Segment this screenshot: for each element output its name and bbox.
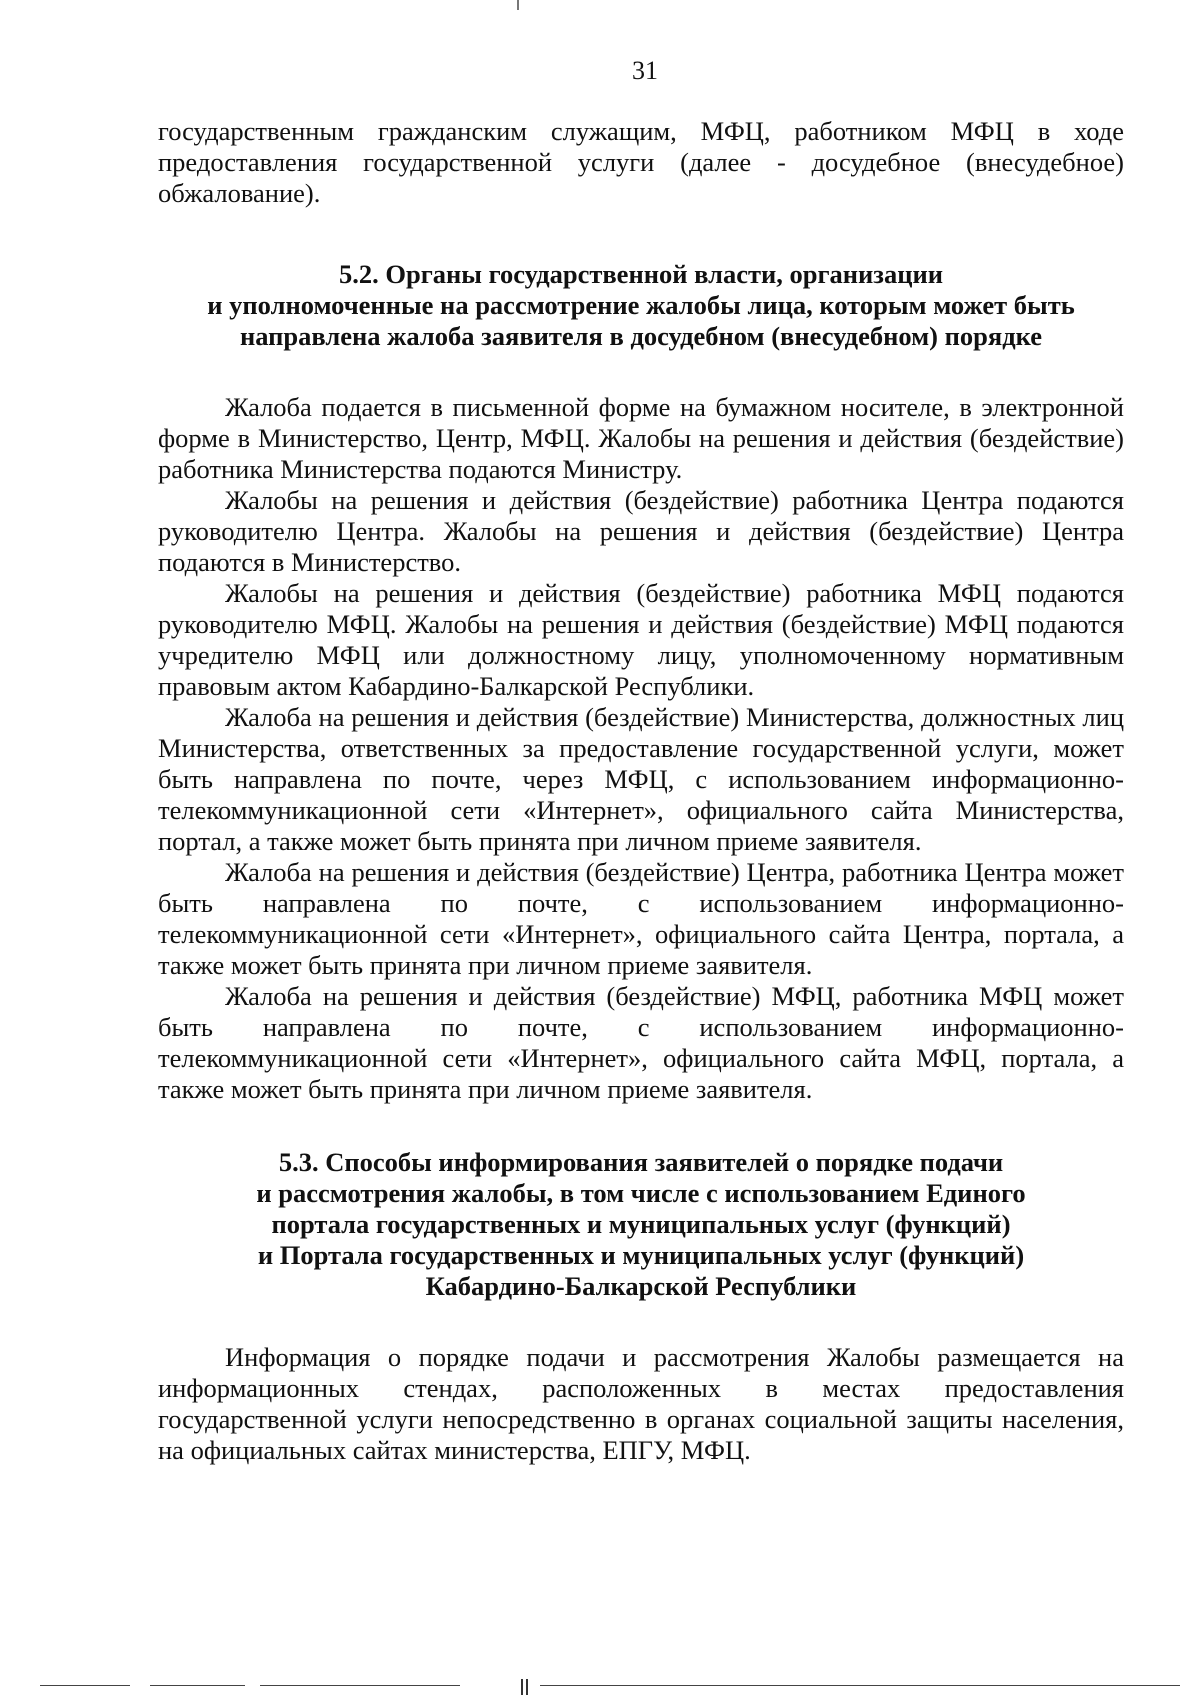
heading-line: и рассмотрения жалобы, в том числе с использованием Единого xyxy=(256,1178,1026,1208)
paragraph: Жалоба подается в письменной форме на бумажном носителе, в электронной форме в Министерство, Центр, МФЦ. Жалобы на решения и действия (бездействие) работника Министерства подаются Министру. xyxy=(158,392,1124,484)
scan-line xyxy=(260,1685,460,1686)
paragraph: Жалоба на решения и действия (бездействие) Центра, работника Центра может быть направлена по почте, с использованием информационно-телекоммуникационной сети «Интернет», официального сайта Центра, портала, а также может быть принята при личном приеме заявителя. xyxy=(158,857,1124,980)
heading-line: Кабардино-Балкарской Республики xyxy=(425,1271,857,1301)
heading-line: и уполномоченные на рассмотрение жалобы лица, которым может быть xyxy=(207,290,1075,320)
heading-line: 5.2. Органы государственной власти, организации xyxy=(338,259,944,289)
scan-line xyxy=(40,1685,130,1686)
heading-line: направлена жалоба заявителя в досудебном (внесудебном) порядке xyxy=(239,321,1042,351)
paragraph: Жалоба на решения и действия (бездействие) МФЦ, работника МФЦ может быть направлена по почте, с использованием информационно-телекоммуникационной сети «Интернет», официального сайта МФЦ, портала, а также может быть принята при личном приеме заявителя. xyxy=(158,981,1124,1104)
section-5-2-heading xyxy=(158,259,1124,352)
paragraph: Информация о порядке подачи и рассмотрения Жалобы размещается на информационных стендах, расположенных в местах предоставления государственной услуги непосредственно в органах социальной защиты населения, на официальных сайтах министерства, ЕПГУ, МФЦ. xyxy=(158,1342,1124,1465)
scan-tick xyxy=(521,1679,523,1695)
paragraph: Жалоба на решения и действия (бездействие) Министерства, должностных лиц Министерства, ответственных за предоставление государственной услуги, может быть направлена по почте, через МФЦ, с использованием информационно-телекоммуникационной сети «Интернет», официального сайта Министерства, портал, а также может быть принята при личном приеме заявителя. xyxy=(158,702,1124,856)
page-number: 31 xyxy=(632,56,658,85)
document-body xyxy=(158,116,1124,1466)
scan-line xyxy=(540,1685,1180,1686)
heading-line: портала государственных и муниципальных услуг (функций) xyxy=(271,1209,1011,1239)
scan-artifact-top xyxy=(517,0,519,10)
section-5-3-heading xyxy=(158,1147,1124,1302)
scan-line xyxy=(150,1685,245,1686)
paragraph: Жалобы на решения и действия (бездействие) работника МФЦ подаются руководителю МФЦ. Жалобы на решения и действия (бездействие) МФЦ подаются учредителю МФЦ или должностному лицу, уполномоченному нормативным правовым актом Кабардино-Балкарской Республики. xyxy=(158,578,1124,701)
intro-paragraph: государственным гражданским служащим, МФЦ, работником МФЦ в ходе предоставления государственной услуги (далее - досудебное (внесудебное) обжалование). xyxy=(158,116,1124,208)
heading-line: и Портала государственных и муниципальных услуг (функций) xyxy=(257,1240,1025,1270)
scan-tick xyxy=(526,1679,528,1695)
paragraph: Жалобы на решения и действия (бездействие) работника Центра подаются руководителю Центра. Жалобы на решения и действия (бездействие) Центра подаются в Министерство. xyxy=(158,485,1124,577)
scan-artifact-bottom xyxy=(0,1679,1200,1695)
heading-line: 5.3. Способы информирования заявителей о порядке подачи xyxy=(278,1147,1004,1177)
